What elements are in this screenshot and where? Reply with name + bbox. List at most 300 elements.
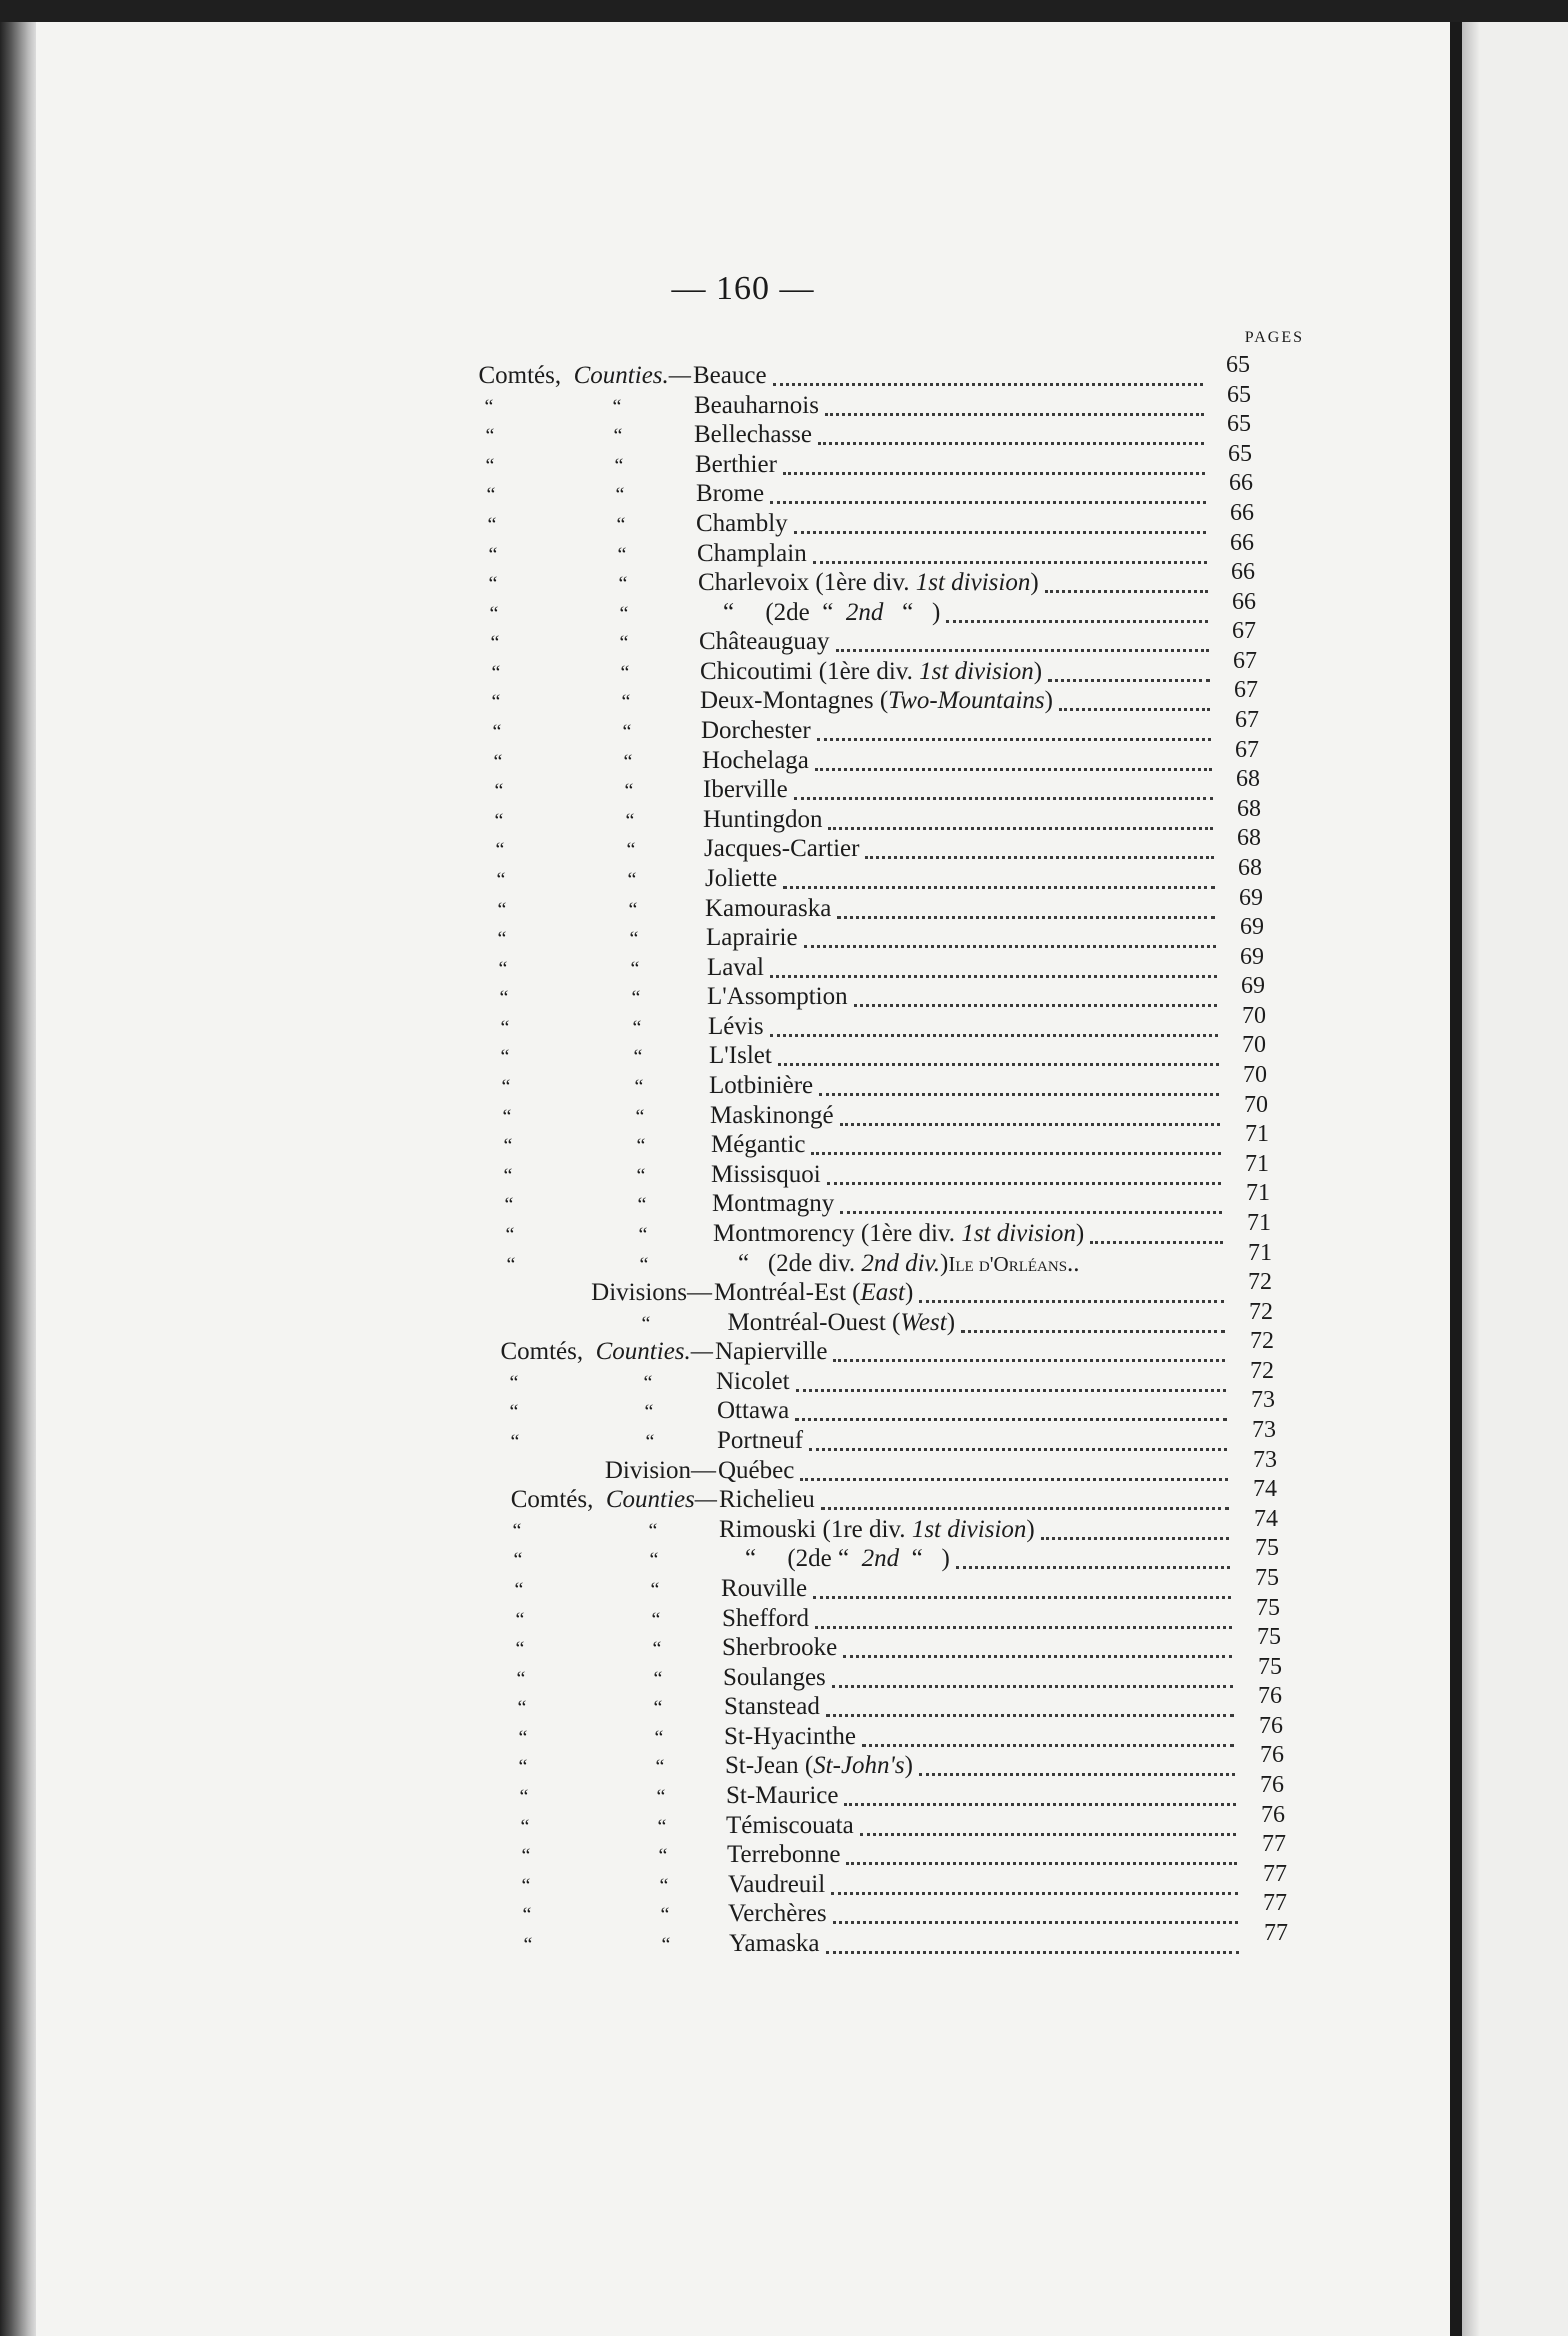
entry-title: Chicoutimi (1ère div. 1st division): [700, 658, 1043, 685]
entry-page-number: 73: [1252, 1417, 1276, 1443]
ditto-mark: “: [619, 632, 629, 654]
leader-dots: [836, 649, 1209, 652]
entry-page-number: 71: [1245, 1121, 1269, 1147]
ditto-mark: “: [636, 1135, 646, 1157]
leader-dots: [819, 1093, 1219, 1096]
page-number: — 160 —: [671, 270, 815, 307]
leader-dots: [770, 975, 1217, 978]
page-gutter: [1450, 22, 1462, 2336]
ditto-mark: “: [628, 899, 638, 921]
leader-dots: [961, 1330, 1225, 1333]
ditto-mark: “: [487, 514, 497, 536]
leader-dots: [854, 1004, 1217, 1007]
ditto-mark: “: [657, 1816, 667, 1838]
toc-entry: [36, 1358, 1450, 1398]
leader-dots: [833, 1359, 1225, 1362]
ditto-mark: “: [513, 1549, 523, 1571]
entry-page-number: 76: [1260, 1772, 1284, 1798]
toc-entry: [36, 1890, 1450, 1930]
ditto-mark: “: [490, 632, 500, 654]
leader-dots: [813, 1596, 1231, 1599]
leader-dots: [840, 1123, 1220, 1126]
ditto-mark: “: [515, 1638, 525, 1660]
leader-dots: [919, 1773, 1235, 1776]
leader-dots: [956, 1566, 1230, 1569]
entry-page-number: 72: [1248, 1269, 1272, 1295]
ditto-mark: “: [495, 839, 505, 861]
entry-title: Lotbinière: [709, 1072, 814, 1099]
leader-dots: [815, 1626, 1232, 1629]
ditto-mark: “: [501, 1076, 511, 1098]
ditto-mark: “: [492, 721, 502, 743]
ditto-mark: “: [653, 1697, 663, 1719]
entry-title: Beauce: [693, 362, 767, 389]
entry-page-number: 69: [1240, 944, 1264, 970]
ditto-mark: “: [494, 810, 504, 832]
ditto-mark: “: [636, 1165, 646, 1187]
entry-title: Laval: [707, 954, 764, 981]
leader-dots: [773, 383, 1203, 386]
ditto-mark: “: [659, 1875, 669, 1897]
ditto-mark: “: [629, 928, 639, 950]
entry-page-number: 66: [1232, 589, 1256, 615]
entry-title: L'Islet: [709, 1042, 772, 1069]
ditto-mark: “: [514, 1579, 524, 1601]
ditto-mark: “: [503, 1165, 513, 1187]
ditto-mark: “: [494, 780, 504, 802]
entry-title: St-Jean (St-John's): [725, 1752, 913, 1779]
leader-dots: [844, 1803, 1236, 1806]
entry-page-number: 77: [1262, 1831, 1286, 1857]
entry-title: Montréal-Est (East): [714, 1279, 914, 1306]
ditto-mark: “: [617, 544, 627, 566]
entry-page-number: 77: [1263, 1890, 1287, 1916]
next-page-edge: [1462, 22, 1568, 2336]
leader-dots: [1059, 708, 1210, 711]
entry-page-number: 76: [1259, 1713, 1283, 1739]
entry-title: Vaudreuil: [728, 1871, 826, 1898]
entry-page-number: 72: [1249, 1299, 1273, 1325]
ditto-mark: “: [500, 1017, 510, 1039]
entry-page-number: 75: [1258, 1654, 1282, 1680]
entry-page-number: 67: [1235, 737, 1259, 763]
ditto-mark: “: [488, 544, 498, 566]
entry-title: Dorchester: [701, 717, 811, 744]
entry-title: Berthier: [695, 451, 777, 478]
ditto-mark: “: [626, 839, 636, 861]
entry-title: Joliette: [705, 865, 778, 892]
entry-category-label: [591, 1279, 712, 1307]
ditto-mark: “: [522, 1904, 532, 1926]
entry-title: Rouville: [721, 1575, 808, 1602]
entry-title: Deux-Montagnes (Two-Mountains): [700, 687, 1053, 714]
ditto-mark: “: [497, 899, 507, 921]
ditto-mark: “: [619, 603, 629, 625]
entry-title: Rimouski (1re div. 1st division): [719, 1516, 1035, 1543]
toc-entry: [36, 1417, 1450, 1457]
scanner-top-edge: [0, 0, 1568, 22]
toc-entry: [36, 1713, 1450, 1753]
ditto-mark: “: [493, 751, 503, 773]
ditto-mark: “: [498, 958, 508, 980]
ditto-mark: “: [521, 1845, 531, 1867]
entry-page-number: 66: [1229, 470, 1253, 496]
entry-page-number: 72: [1250, 1328, 1274, 1354]
entry-title: Québec: [718, 1457, 795, 1484]
ditto-mark: “: [616, 514, 626, 536]
entry-page-number: 66: [1231, 559, 1255, 585]
ditto-mark: “: [653, 1668, 663, 1690]
ditto-mark: “: [485, 425, 495, 447]
entry-page-number: 71: [1245, 1151, 1269, 1177]
leader-dots: [843, 1655, 1232, 1658]
toc-entry: [36, 1476, 1450, 1516]
entry-title: Mégantic: [711, 1131, 806, 1158]
entry-title: Champlain: [697, 540, 807, 567]
leader-dots: [1090, 1241, 1223, 1244]
leader-dots: [770, 501, 1206, 504]
leader-dots: [783, 886, 1215, 889]
leader-dots: [831, 1892, 1238, 1895]
ditto-mark: “: [512, 1520, 522, 1542]
ditto-mark: “: [489, 603, 499, 625]
leader-dots: [778, 1063, 1219, 1066]
ditto-mark: “: [621, 691, 631, 713]
ditto-mark: “: [639, 1254, 649, 1276]
entry-title: St-Maurice: [726, 1782, 839, 1809]
entry-page-number: 71: [1246, 1180, 1270, 1206]
ditto-mark: “: [645, 1431, 655, 1453]
entry-page-number: 70: [1242, 1032, 1266, 1058]
toc-entry: [36, 1861, 1450, 1901]
entry-title: Charlevoix (1ère div. 1st division): [698, 569, 1039, 596]
ditto-mark: “: [656, 1786, 666, 1808]
entry-page-number: 75: [1255, 1535, 1279, 1561]
entry-page-number: 67: [1232, 618, 1256, 644]
leader-dots: [826, 1951, 1239, 1954]
entry-page-number: 69: [1240, 914, 1264, 940]
ditto-mark: “: [633, 1046, 643, 1068]
leader-dots: [1048, 679, 1210, 682]
ditto-mark: “: [500, 1046, 510, 1068]
entry-page-number: 66: [1230, 500, 1254, 526]
ditto-mark: “: [648, 1520, 658, 1542]
leader-dots: [1045, 590, 1208, 593]
ditto-mark: “: [520, 1816, 530, 1838]
entry-page-number: 73: [1251, 1387, 1275, 1413]
entry-title: Témiscouata: [726, 1812, 854, 1839]
ditto-mark: “: [496, 869, 506, 891]
ditto-mark: “: [631, 987, 641, 1009]
ditto-mark: “: [627, 869, 637, 891]
entry-title: Huntingdon: [703, 806, 823, 833]
entry-page-number: 75: [1257, 1624, 1281, 1650]
ditto-mark: “: [509, 1372, 519, 1394]
leader-dots: [1041, 1537, 1229, 1540]
toc-entry: [36, 1742, 1450, 1782]
entry-title: “ (2de “ 2nd “ ): [720, 1545, 950, 1572]
entry-page-number: 70: [1243, 1062, 1267, 1088]
toc-entry: [36, 1269, 1450, 1309]
entry-title: Châteauguay: [699, 628, 830, 655]
entry-page-number: 76: [1261, 1802, 1285, 1828]
leader-dots: [794, 531, 1206, 534]
toc-entry: [36, 1535, 1450, 1575]
entry-page-number: 73: [1253, 1447, 1277, 1473]
ditto-mark: “: [519, 1786, 529, 1808]
leader-dots: [833, 1921, 1238, 1924]
ditto-mark: “: [632, 1017, 642, 1039]
entry-page-number: 77: [1264, 1920, 1288, 1946]
leader-dots: [862, 1744, 1234, 1747]
ditto-mark: “: [612, 396, 622, 418]
entry-page-number: 67: [1234, 677, 1258, 703]
ditto-mark: “: [634, 1076, 644, 1098]
entry-title: St-Hyacinthe: [724, 1723, 856, 1750]
book-page: [36, 22, 1450, 2336]
leader-dots: [837, 916, 1215, 919]
leader-dots: [827, 1182, 1221, 1185]
leader-dots: [815, 768, 1212, 771]
ditto-mark: “: [655, 1756, 665, 1778]
ditto-mark: “: [502, 1106, 512, 1128]
toc-entry: [36, 1831, 1450, 1871]
leader-dots: [946, 620, 1208, 623]
entry-title: Verchères: [728, 1900, 827, 1927]
entry-category-label: [511, 1486, 717, 1514]
entry-category-label: [500, 1338, 713, 1366]
entry-title: “ (2de div. 2nd div.)Ile d'Orléans..: [713, 1250, 1080, 1277]
toc-entry: [36, 1506, 1450, 1546]
pages-column-header: PAGES: [1244, 329, 1304, 346]
category-french: Comtés,: [478, 362, 562, 389]
leader-dots: [832, 1685, 1233, 1688]
leader-dots: [809, 1448, 1227, 1451]
ditto-mark: “: [510, 1431, 520, 1453]
entry-title: Lévis: [708, 1013, 764, 1040]
category-french: Division—: [604, 1457, 716, 1484]
entry-title: Ottawa: [717, 1397, 790, 1424]
ditto-mark: “: [635, 1106, 645, 1128]
category-french: Comtés,: [510, 1486, 594, 1513]
entry-page-number: 75: [1255, 1565, 1279, 1591]
toc-entry: [36, 1387, 1450, 1427]
entry-page-number: 68: [1238, 855, 1262, 881]
ditto-mark: “: [652, 1638, 662, 1660]
toc-entry: [36, 1683, 1450, 1723]
toc-entry: [36, 1565, 1450, 1605]
category-english: Counties.—: [573, 362, 691, 389]
entry-page-number: 68: [1236, 766, 1260, 792]
ditto-mark: “: [660, 1904, 670, 1926]
entry-page-number: 76: [1258, 1683, 1282, 1709]
toc-entry: [36, 1595, 1450, 1635]
entry-title: Beauharnois: [694, 392, 819, 419]
entry-page-number: 67: [1235, 707, 1259, 733]
ditto-mark: “: [661, 1934, 671, 1956]
leader-dots: [828, 827, 1213, 830]
entry-page-number: 71: [1248, 1240, 1272, 1266]
entry-title: Richelieu: [719, 1486, 815, 1513]
entry-page-number: 71: [1247, 1210, 1271, 1236]
ditto-mark: “: [624, 780, 634, 802]
entry-title: Napierville: [715, 1338, 828, 1365]
leader-dots: [818, 442, 1204, 445]
ditto-mark: “: [505, 1224, 515, 1246]
ditto-mark: “: [644, 1401, 654, 1423]
entry-title: Chambly: [696, 510, 788, 537]
entry-page-number: 69: [1241, 973, 1265, 999]
leader-dots: [800, 1478, 1228, 1481]
entry-title: Portneuf: [717, 1427, 804, 1454]
ditto-mark: “: [484, 396, 494, 418]
entry-title: Bellechasse: [694, 421, 813, 448]
ditto-mark: “: [488, 573, 498, 595]
ditto-mark: “: [499, 987, 509, 1009]
ditto-mark: “: [485, 455, 495, 477]
ditto-mark: “: [523, 1934, 533, 1956]
entry-title: “ (2de “ 2nd “ ): [698, 599, 941, 626]
ditto-mark: “: [650, 1579, 660, 1601]
leader-dots: [794, 797, 1213, 800]
toc-entry: [36, 1920, 1450, 1960]
ditto-mark: “: [614, 455, 624, 477]
entry-page-number: 76: [1260, 1742, 1284, 1768]
entry-page-number: 68: [1237, 796, 1261, 822]
toc-entry: [36, 1624, 1450, 1664]
entry-title: Hochelaga: [702, 747, 809, 774]
leader-dots: [840, 1211, 1222, 1214]
category-english: Counties.—: [595, 1338, 713, 1365]
entry-page-number: 75: [1256, 1595, 1280, 1621]
ditto-mark: “: [630, 958, 640, 980]
entry-title: Yamaska: [729, 1930, 820, 1957]
leader-dots: [796, 1389, 1226, 1392]
entry-category-label: [605, 1457, 716, 1485]
entry-page-number: 65: [1228, 441, 1252, 467]
toc-entry: [36, 1654, 1450, 1694]
entry-title: Maskinongé: [710, 1102, 834, 1129]
entry-title: Montmorency (1ère div. 1st division): [713, 1220, 1085, 1247]
leader-dots: [865, 856, 1214, 859]
ditto-mark: “: [615, 484, 625, 506]
ditto-mark: “: [618, 573, 628, 595]
entry-category-label: [478, 362, 691, 390]
entry-page-number: 68: [1237, 825, 1261, 851]
toc-entry: [36, 1447, 1450, 1487]
entry-title: Sherbrooke: [722, 1634, 838, 1661]
ditto-mark: “: [651, 1609, 661, 1631]
entry-page-number: 70: [1242, 1003, 1266, 1029]
entry-title: Shefford: [722, 1605, 810, 1632]
ditto-mark: “: [497, 928, 507, 950]
category-english: Counties—: [605, 1486, 717, 1513]
ditto-mark: “: [654, 1727, 664, 1749]
leader-dots: [860, 1833, 1236, 1836]
toc-entry: [36, 1772, 1450, 1812]
ditto-mark: “: [509, 1401, 519, 1423]
ditto-mark: “: [486, 484, 496, 506]
entry-title: Stanstead: [724, 1693, 820, 1720]
entry-title: Kamouraska: [705, 895, 832, 922]
ditto-mark: “: [503, 1135, 513, 1157]
ditto-mark: “: [649, 1549, 659, 1571]
ditto-mark: “: [622, 721, 632, 743]
ditto-mark: “: [521, 1875, 531, 1897]
leader-dots: [783, 472, 1205, 475]
entry-page-number: 69: [1239, 885, 1263, 911]
ditto-mark: “: [641, 1313, 651, 1335]
entry-page-number: 67: [1233, 648, 1257, 674]
ditto-mark: “: [625, 810, 635, 832]
entry-page-number: 66: [1230, 530, 1254, 556]
leader-dots: [811, 1152, 1221, 1155]
ditto-mark: “: [518, 1727, 528, 1749]
leader-dots: [825, 413, 1204, 416]
leader-dots: [770, 1034, 1218, 1037]
leader-dots: [846, 1862, 1237, 1865]
toc-entry: [36, 1328, 1450, 1368]
leader-dots: [804, 945, 1216, 948]
entry-title: Iberville: [703, 776, 788, 803]
leader-dots: [795, 1418, 1227, 1421]
category-french: Comtés,: [500, 1338, 584, 1365]
entry-page-number: 74: [1253, 1476, 1277, 1502]
entry-title: Montréal-Ouest (West): [715, 1309, 956, 1336]
leader-dots: [821, 1507, 1229, 1510]
entry-page-number: 77: [1263, 1861, 1287, 1887]
ditto-mark: “: [516, 1668, 526, 1690]
entry-page-number: 65: [1226, 352, 1250, 378]
ditto-mark: “: [506, 1254, 516, 1276]
ditto-mark: “: [643, 1372, 653, 1394]
entry-title: Missisquoi: [711, 1161, 821, 1188]
ditto-mark: “: [637, 1194, 647, 1216]
ditto-mark: “: [515, 1609, 525, 1631]
entry-page-number: 70: [1244, 1092, 1268, 1118]
entry-title: Jacques-Cartier: [704, 835, 860, 862]
ditto-mark: “: [638, 1224, 648, 1246]
entry-title: Brome: [696, 480, 765, 507]
entry-page-number: 65: [1227, 382, 1251, 408]
entry-page-number: 65: [1227, 411, 1251, 437]
ditto-mark: “: [518, 1756, 528, 1778]
leader-dots: [919, 1300, 1224, 1303]
ditto-mark: “: [613, 425, 623, 447]
entry-title: Nicolet: [716, 1368, 790, 1395]
category-french: Divisions—: [591, 1279, 712, 1306]
leader-dots: [817, 738, 1211, 741]
ditto-mark: “: [623, 751, 633, 773]
ditto-mark: “: [491, 691, 501, 713]
toc-entry: [36, 1299, 1450, 1339]
book-binding-edge: [0, 22, 36, 2336]
entry-title: Montmagny: [712, 1190, 835, 1217]
entry-title: L'Assomption: [707, 983, 848, 1010]
leader-dots: [826, 1714, 1234, 1717]
entry-title: Soulanges: [723, 1664, 826, 1691]
leader-dots: [813, 561, 1207, 564]
ditto-mark: “: [504, 1194, 514, 1216]
entry-title: Laprairie: [706, 924, 798, 951]
ditto-mark: “: [658, 1845, 668, 1867]
ditto-mark: “: [491, 662, 501, 684]
entry-page-number: 74: [1254, 1506, 1278, 1532]
entry-page-number: 72: [1250, 1358, 1274, 1384]
ditto-mark: “: [517, 1697, 527, 1719]
entry-title: Terrebonne: [727, 1841, 841, 1868]
toc-entry: [36, 1802, 1450, 1842]
